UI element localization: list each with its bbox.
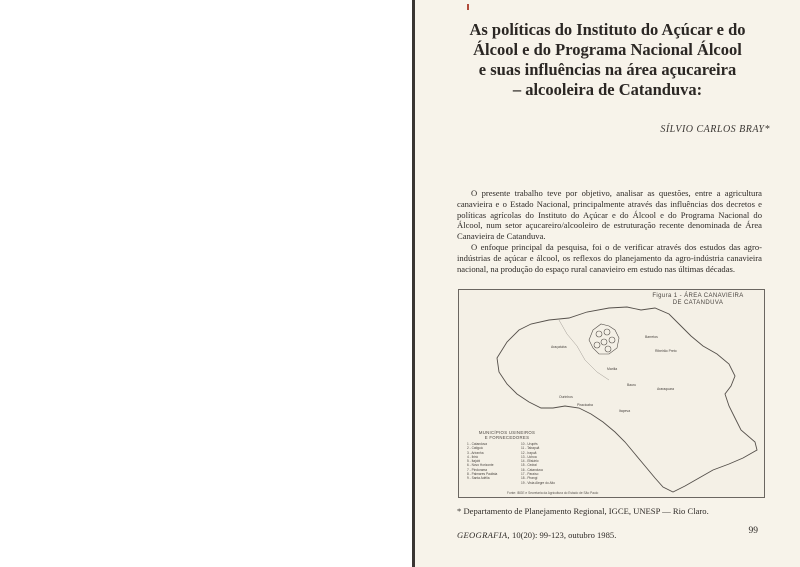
legend-item: 10 - Urupês	[521, 442, 538, 446]
page-number: 99	[748, 526, 758, 536]
legend-item: 17 - Paraíso	[521, 472, 539, 477]
legend-item: 5 - Itajobi	[467, 459, 481, 464]
legend-column	[467, 442, 515, 485]
place-label: Ourinhos	[559, 395, 573, 399]
legend-item: 4 - Ibirá	[467, 454, 478, 459]
author-footnote: * Departamento de Planejamento Regional, IGCE, UNESP — Rio Claro.	[457, 506, 709, 516]
figure-title-line: Figura 1 - ÁREA CANAVIEIRA	[652, 293, 744, 299]
legend-item: 3 - Ariranha	[467, 450, 484, 455]
legend-title-line: E FORNECEDORES	[484, 435, 530, 440]
legend-item: 9 - Santa Adélia	[467, 476, 490, 481]
legend-item: 1 - Catanduva	[467, 442, 488, 446]
journal-page	[415, 0, 800, 567]
place-label: Piracicaba	[577, 403, 593, 407]
figure-title	[634, 293, 762, 307]
figure-map	[458, 289, 765, 498]
map-legend	[467, 430, 617, 485]
place-label: Ribeirão Preto	[655, 349, 677, 353]
figure-source: Fonte: IBGE e Secretaria da Agricultura do Estado de São Paulo	[507, 491, 599, 495]
river-line	[559, 320, 609, 380]
paragraph: O presente trabalho teve por objetivo, analisar as questões, entre a agricultura canavieira e o Estado Nacional, principalmente através das influências dos decretos e políticas agrícolas do Instituto do Açúcar e do Álcool e do Programa Nacional do Álcool, num setor açucareiro/alcooleiro de estruturação recente denominada de Área Canavieira de Catanduva.	[457, 188, 762, 242]
journal-name: GEOGRAFIA,	[457, 530, 510, 540]
figure-title-line: DE CATANDUVA	[672, 300, 724, 306]
legend-item: 12 - Irapuã	[521, 450, 537, 455]
place-label: Itapeva	[619, 409, 631, 413]
legend-item: 18 - Pirangi	[521, 476, 538, 481]
legend-item: 16 - Catanduva	[521, 467, 543, 472]
legend-column	[521, 442, 569, 485]
title-line: e suas influências na área açucareira	[478, 60, 737, 79]
legend-title-line: MUNICÍPIOS USINEIROS	[478, 430, 536, 435]
title-line: – alcooleira de Catanduva:	[512, 80, 703, 99]
place-label: Barretos	[645, 335, 658, 339]
legend-item: 19 - Vista Alegre do Alto	[521, 480, 555, 485]
legend-item: 2 - Catiguá	[467, 446, 483, 451]
legend-item: 13 - Uchoa	[521, 454, 537, 459]
place-label: Araçatuba	[551, 345, 567, 349]
journal-citation	[457, 530, 616, 540]
legend-item: 11 - Tabapuã	[521, 446, 540, 451]
title-line: As políticas do Instituto do Açúcar e do	[469, 20, 746, 39]
legend-item: 14 - Elisiário	[521, 459, 539, 464]
catanduva-area	[589, 324, 619, 354]
legend-item: 6 - Novo Horizonte	[467, 463, 494, 468]
legend-item: 7 - Pindorama	[467, 467, 488, 472]
legend-title	[467, 430, 547, 440]
title-line: Álcool e do Programa Nacional Álcool	[473, 40, 742, 59]
ink-mark	[467, 4, 469, 10]
article-title	[435, 20, 780, 100]
place-label: Bauru	[627, 383, 637, 387]
legend-item: 8 - Palmares Paulista	[467, 472, 498, 477]
place-label: Araraquara	[657, 387, 674, 391]
place-label: Marília	[607, 367, 618, 371]
article-abstract	[457, 188, 762, 274]
citation-details: 10(20): 99-123, outubro 1985.	[509, 530, 617, 540]
author-name: SÍLVIO CARLOS BRAY*	[660, 124, 770, 135]
legend-item: 15 - Cedral	[521, 463, 537, 468]
paragraph: O enfoque principal da pesquisa, foi o de verificar através dos estudos das agro-indústrias de açúcar e álcool, os reflexos do planejamento da agro-indústria canavieira nacional, na produção do espaço rural canavieiro em estudo nas últimas décadas.	[457, 241, 762, 274]
